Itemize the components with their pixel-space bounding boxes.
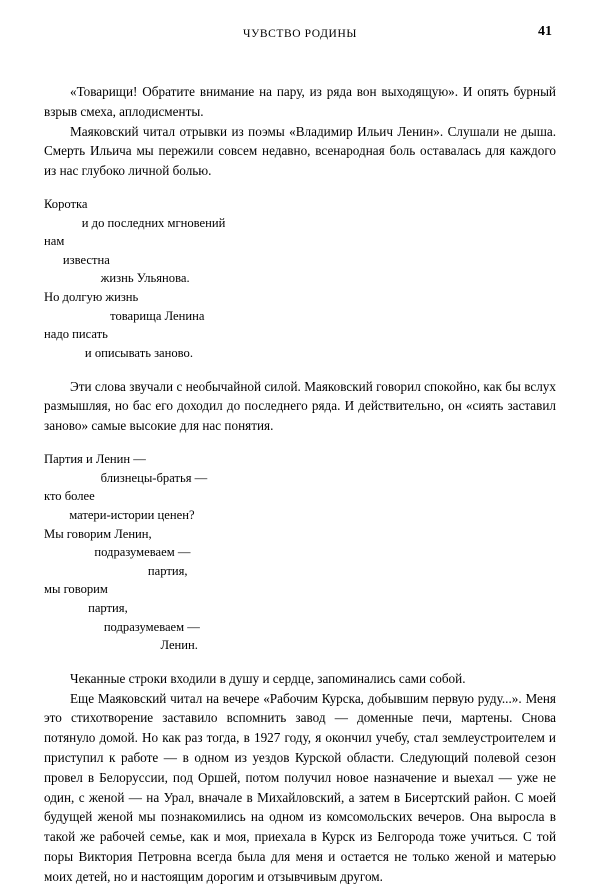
- verse-line: близнецы-братья —: [44, 470, 208, 485]
- page-header: [44, 24, 556, 54]
- paragraph-5: Еще Маяковский читал на вечере «Рабочим Курска, добывшим первую руду...». Меня это стихотворение заставило вспомнить завод — доменные печи, мартены. Снова потянуло домой. Но как раз тогда, в 1927 году, я окончил учебу, стал землеустроителем и приступил к работе — в одном из уездов Курской области. Следующий полевой сезон провел в Белоруссии, под Оршей, потом получил новое назначение и выехал — уже не один, с женой — на Урал, вначале в Михайловский, а затем в Бисертский район. С моей будущей женой мы познакомились на одном из комсомольских вечеров. Она выросла в такой же рабочей семье, как и моя, приехала в Курск из Белгорода тоже учиться. С той поры Виктория Петровна всегда была для меня и остается не только женой и матерью моих детей, но и настоящим дорогим и отзывчивым другом.: [44, 690, 556, 884]
- verse-line: Ленин.: [44, 638, 198, 653]
- verse-line: надо писать: [44, 327, 108, 342]
- page-number: 41: [538, 24, 552, 39]
- verse-line: жизнь Ульянова.: [44, 271, 190, 286]
- verse-line: партия,: [44, 601, 128, 615]
- verse-block-1: [44, 195, 556, 363]
- paragraph-1: «Товарищи! Обратите внимание на пару, из ряда вон выходящую». И опять бурный взрыв смеха, аплодисменты.: [44, 84, 556, 119]
- verse-line: известна: [44, 252, 110, 267]
- verse-line: мы говорим: [44, 582, 108, 597]
- verse-line: матери-истории ценен?: [44, 507, 195, 522]
- verse-block-2: [44, 450, 556, 655]
- paragraph-4: Чеканные строки входили в душу и сердце, запоминались сами собой.: [70, 670, 466, 686]
- paragraph-2: Маяковский читал отрывки из поэмы «Владимир Ильич Ленин». Слушали не дыша. Смерть Ильича мы пережили совсем недавно, всенародная боль оставалась для каждого из нас глубоко личной болью.: [44, 123, 556, 179]
- verse-line: партия,: [44, 563, 188, 578]
- verse-line: Партия и Ленин —: [44, 452, 146, 466]
- paragraph-3: Эти слова звучали с необычайной силой. Маяковский говорил спокойно, как бы вслух размышляя, но бас его доходил до последнего ряда. И действительно, он «сиять заставил заново» самые высокие для нас понятия.: [44, 378, 556, 434]
- verse-line: и описывать заново.: [44, 345, 193, 360]
- running-title: ЧУВСТВО РОДИНЫ: [243, 28, 357, 40]
- verse-line: подразумеваем —: [44, 545, 191, 560]
- verse-line: Коротка: [44, 196, 88, 211]
- verse-line: Но долгую жизнь: [44, 290, 139, 305]
- verse-line: и до последних мгновений: [44, 215, 226, 230]
- page-body: [44, 82, 556, 887]
- verse-line: кто более: [44, 489, 95, 504]
- verse-line: подразумеваем —: [44, 619, 200, 634]
- verse-line: Мы говорим Ленин,: [44, 526, 152, 541]
- verse-line: товарища Ленина: [44, 308, 205, 323]
- verse-line: нам: [44, 234, 65, 249]
